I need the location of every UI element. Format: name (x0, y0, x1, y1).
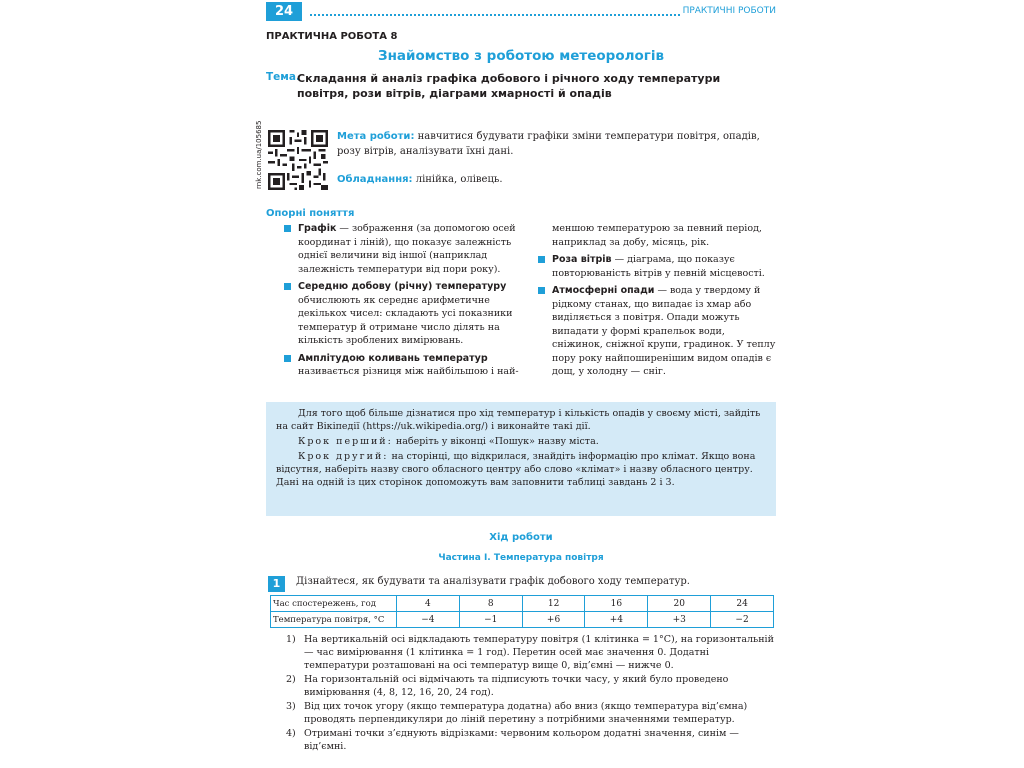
equipment-label: Обладнання: (337, 174, 413, 185)
table-row (271, 596, 774, 612)
tema-text: Складання й аналіз графіка добового і річного ходу температури повітря, рози вітрів, діаграми хмарності й опадів (297, 72, 721, 100)
info-step-2: Крок другий: на сторінці, що відкрилася, знайдіть інформацію про клімат. Якщо вона відсутня, наберіть назву свого обласного центру або слово «клімат» і назву обласного центру. Дані на одній із цих сторінок допоможуть вам заповнити таблиці завдань 2 і 3. (276, 451, 756, 488)
table-cell: +4 (585, 612, 648, 628)
info-box (266, 402, 776, 516)
list-item: 2) На горизонтальній осі відмічають та підписують точки часу, у який було проведено вимірювання (4, 8, 12, 16, 20, 24 год). (286, 674, 729, 698)
temperature-table (270, 595, 774, 628)
page-header (266, 2, 776, 22)
table-cell: −4 (397, 612, 460, 628)
qr-code-icon[interactable] (268, 130, 328, 190)
bullet-square-icon (284, 283, 291, 290)
concepts-left-column (284, 222, 529, 383)
bullet-square-icon (284, 355, 291, 362)
goal (337, 129, 777, 159)
page-title: Знайомство з роботою метеорологів (377, 48, 665, 64)
table-cell: 20 (648, 596, 711, 612)
concept-item: Атмосферні опади — вода у твердому й рідкому станах, що випадає із хмар або виділяється з повітря. Опади можуть випадати у формі крапельок води, сніжинок, сніжної крупи, градинок. У теплу пору року найпоширенішим видом опадів є дощ, у холодну — сніг. (538, 284, 776, 379)
bullet-square-icon (538, 256, 545, 263)
row-header: Температура повітря, °С (271, 612, 397, 628)
concept-item: Середню добову (річну) температуру обчислюють як середнє арифметичне декількох чисел: складають усі показники температур й отримане число ділять на кількість зроблених вимірювань. (284, 280, 529, 348)
info-step-1: Крок перший: наберіть у віконці «Пошук» назву міста. (298, 436, 599, 447)
part-title: Частина I. Температура повітря (438, 553, 604, 563)
goal-label: Мета роботи: (337, 131, 415, 142)
list-item: 3) Від цих точок угору (якщо температура додатна) або вниз (якщо температура від’ємна) проводять перпендикуляри до ліній перетину з потрібними значеннями температур. (286, 701, 748, 725)
textbook-page (255, 0, 776, 768)
steps-list (286, 633, 776, 754)
work-label: ПРАКТИЧНА РОБОТА 8 (266, 31, 398, 42)
table-cell: 24 (711, 596, 774, 612)
table-cell: 16 (585, 596, 648, 612)
concepts-right-column (538, 222, 776, 383)
table-cell: 4 (397, 596, 460, 612)
concept-item: Амплітудою коливань температур називається різниця між найбільшою і най- (284, 352, 529, 379)
table-cell: +6 (522, 612, 585, 628)
bullet-square-icon (538, 287, 545, 294)
concept-item: Графік — зображення (за допомогою осей координат і ліній), що показує залежність однієї величини від іншої (наприклад залежність температури від пори року). (284, 222, 529, 276)
tema-label: Тема. (266, 71, 300, 83)
concepts-title: Опорні поняття (266, 208, 355, 219)
goal-text: навчитися будувати графіки зміни температури повітря, опадів, розу вітрів, аналізувати їхні дані. (337, 131, 760, 157)
list-item: 1) На вертикальній осі відкладають температуру повітря (1 клітинка = 1°С), на горизонтальній — час вимірювання (1 клітинка = 1 год). Перетин осей має значення 0. Додатні температури розташовані на осі температур вище 0, від’ємні — нижче 0. (286, 634, 774, 671)
task-text: Дізнайтеся, як будувати та аналізувати графік добового ходу температур. (296, 576, 690, 587)
section-name: ПРАКТИЧНІ РОБОТИ (682, 6, 776, 16)
header-dotted-line (310, 14, 680, 16)
table-cell: −2 (711, 612, 774, 628)
info-paragraph: Для того щоб більше дізнатися про хід температур і кількість опадів у своєму місті, зайдіть на сайт Вікіпедії (https://uk.wikipedia.org/) і виконайте такі дії. (276, 408, 761, 432)
qr-link-text: rnk.com.ua/105685 (255, 120, 263, 189)
page-number: 24 (266, 2, 302, 21)
table-cell: +3 (648, 612, 711, 628)
table-cell: 8 (459, 596, 522, 612)
equipment (337, 174, 777, 185)
concept-item: Роза вітрів — діаграма, що показує повторюваність вітрів у певній місцевості. (538, 253, 776, 280)
bullet-square-icon (284, 225, 291, 232)
course-title: Хід роботи (489, 532, 553, 543)
task-number-badge: 1 (268, 576, 285, 592)
concept-continuation: меншою температурою за певний період, наприклад за добу, місяць, рік. (552, 223, 762, 248)
table-cell: 12 (522, 596, 585, 612)
table-row (271, 612, 774, 628)
list-item: 4) Отримані точки з’єднують відрізками: червоним кольором додатні значення, синім — від’ємні. (286, 728, 739, 752)
table-cell: −1 (459, 612, 522, 628)
row-header: Час спостережень, год (271, 596, 397, 612)
equipment-text: лінійка, олівець. (412, 174, 503, 185)
